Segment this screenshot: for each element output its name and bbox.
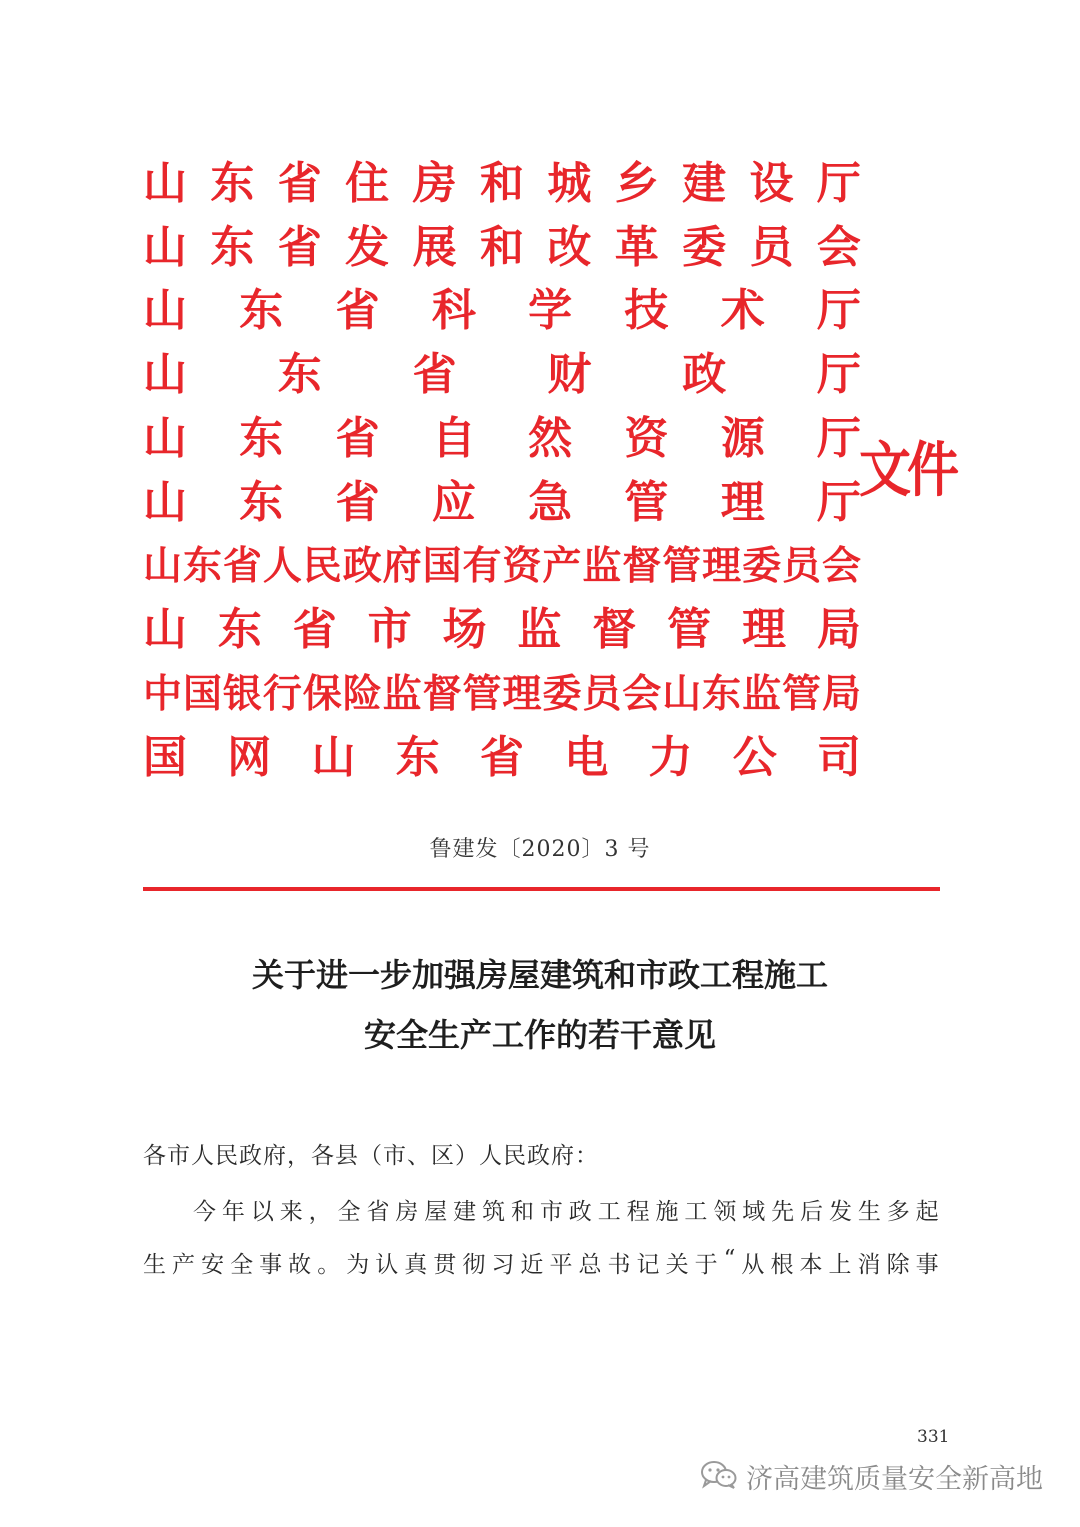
issuer-line: 山 东 省 市 场 监 督 管 理 局 <box>143 604 861 656</box>
issuer-line: 山 东 省 住 房 和 城 乡 建 设 厅 <box>143 157 861 209</box>
page-number: 331 <box>917 1427 950 1447</box>
red-divider <box>143 887 940 891</box>
issuer-line: 山 东 省 财 政 厅 <box>143 349 861 401</box>
body-line-1: 今 年 以 来 ， 全 省 房 屋 建 筑 和 市 政 工 程 施 工 领 域 先 后 发 生 多 起 <box>193 1199 939 1225</box>
issuer-line: 国 网 山 东 省 电 力 公 司 <box>143 732 861 784</box>
issuer-line: 山 东 省 应 急 管 理 厅 <box>143 476 861 528</box>
document-title <box>0 945 1080 1065</box>
body-line-2: 生 产 安 全 事 故 。 为 认 真 贯 彻 习 近 平 总 书 记 关 于 “ 从 根 本 上 消 除 事 <box>143 1246 939 1278</box>
issuer-line: 山 东 省 人 民 政 府 国 有 资 产 监 督 管 理 委 员 会 <box>143 544 861 590</box>
document-number: 鲁建发〔2020〕3 号 <box>429 837 651 862</box>
issuer-line: 山 东 省 发 展 和 改 革 委 员 会 <box>143 221 861 273</box>
issuer-masthead <box>143 152 861 790</box>
wechat-icon <box>700 1460 738 1494</box>
watermark-text: 济高建筑质量安全新高地 <box>746 1464 1043 1495</box>
salutation: 各市人民政府，各县（市、区）人民政府： <box>143 1143 599 1169</box>
document-suffix: 文件 <box>859 436 956 506</box>
watermark <box>700 1457 1043 1496</box>
title-line-1: 关于进一步加强房屋建筑和市政工程施工 <box>251 956 828 994</box>
issuer-line: 山 东 省 科 学 技 术 厅 <box>143 285 861 337</box>
issuer-line: 中 国 银 行 保 险 监 督 管 理 委 员 会 山 东 监 管 局 <box>143 671 861 717</box>
title-line-2: 安全生产工作的若干意见 <box>363 1016 716 1054</box>
issuer-line: 山 东 省 自 然 资 源 厅 <box>143 413 861 465</box>
